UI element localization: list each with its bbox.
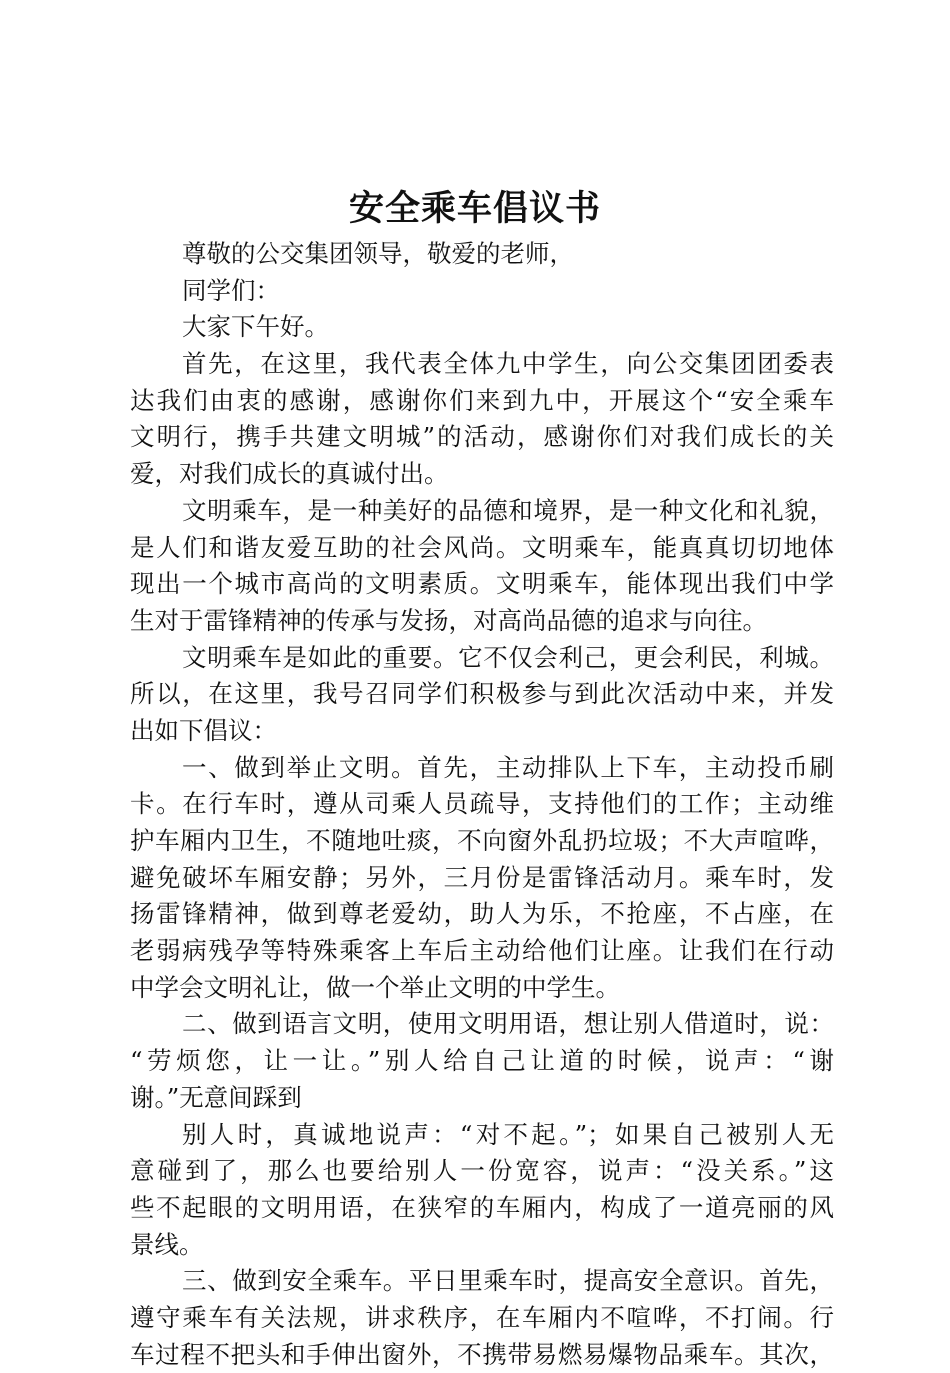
text-line: 避免破坏车厢安静；另外，三月份是雷锋活动月。乘车时，发 (130, 862, 834, 892)
text-line: 老弱病残孕等特殊乘客上车后主动给他们让座。让我们在行动 (130, 936, 834, 966)
text-line: 文明乘车是如此的重要。它不仅会利己，更会利民，利城。 (182, 642, 834, 672)
text-line: 现出一个城市高尚的文明素质。文明乘车，能体现出我们中学 (130, 569, 834, 599)
text-line: 别人时，真诚地说声：“对不起。”；如果自己被别人无 (182, 1119, 834, 1149)
text-line: 扬雷锋精神，做到尊老爱幼，助人为乐，不抢座，不占座，在 (130, 899, 834, 929)
text-line: 所以，在这里，我号召同学们积极参与到此次活动中来，并发 (130, 679, 834, 709)
text-line: 中学会文明礼让，做一个举止文明的中学生。 (130, 972, 620, 1002)
text-line: 三、做到安全乘车。平日里乘车时，提高安全意识。首先， (182, 1266, 834, 1296)
text-line: 卡。在行车时，遵从司乘人员疏导，支持他们的工作；主动维 (130, 789, 834, 819)
text-line: 是人们和谐友爱互助的社会风尚。文明乘车，能真真切切地体 (130, 532, 834, 562)
document-body (130, 236, 834, 1373)
text-line: 达我们由衷的感谢，感谢你们来到九中，开展这个“安全乘车 (130, 385, 834, 415)
text-line: “劳烦您，让一让。”别人给自己让道的时候，说声：“谢 (130, 1046, 834, 1076)
text-line: 车过程不把头和手伸出窗外，不携带易燃易爆物品乘车。其次， (130, 1339, 834, 1369)
text-line: 尊敬的公交集团领导，敬爱的老师， (182, 239, 574, 268)
text-line: 大家下午好。 (182, 312, 329, 342)
text-line: 景线。 (130, 1229, 204, 1259)
text-line: 二、做到语言文明，使用文明用语，想让别人借道时，说： (182, 1009, 834, 1039)
text-line: 首先，在这里，我代表全体九中学生，向公交集团团委表 (182, 349, 834, 379)
text-line: 文明乘车，是一种美好的品德和境界，是一种文化和礼貌， (182, 495, 834, 525)
text-line: 出如下倡议： (130, 715, 277, 745)
text-line: 一、做到举止文明。首先，主动排队上下车，主动投币刷 (182, 752, 834, 782)
text-line: 爱，对我们成长的真诚付出。 (130, 459, 449, 489)
text-line: 谢。”无意间踩到 (130, 1082, 302, 1112)
text-line: 文明行，携手共建文明城”的活动，感谢你们对我们成长的关 (130, 422, 834, 452)
text-line: 意碰到了，那么也要给别人一份宽容，说声：“没关系。”这 (130, 1156, 834, 1186)
text-line: 同学们： (182, 275, 280, 305)
document-title: 安全乘车倡议书 (348, 188, 601, 229)
text-line: 些不起眼的文明用语，在狭窄的车厢内，构成了一道亮丽的风 (130, 1192, 834, 1222)
text-line: 护车厢内卫生，不随地吐痰，不向窗外乱扔垃圾；不大声喧哗， (130, 826, 834, 855)
text-line: 遵守乘车有关法规，讲求秩序，在车厢内不喧哗，不打闹。行 (130, 1302, 834, 1332)
text-line: 生对于雷锋精神的传承与发扬，对高尚品德的追求与向往。 (130, 605, 767, 635)
